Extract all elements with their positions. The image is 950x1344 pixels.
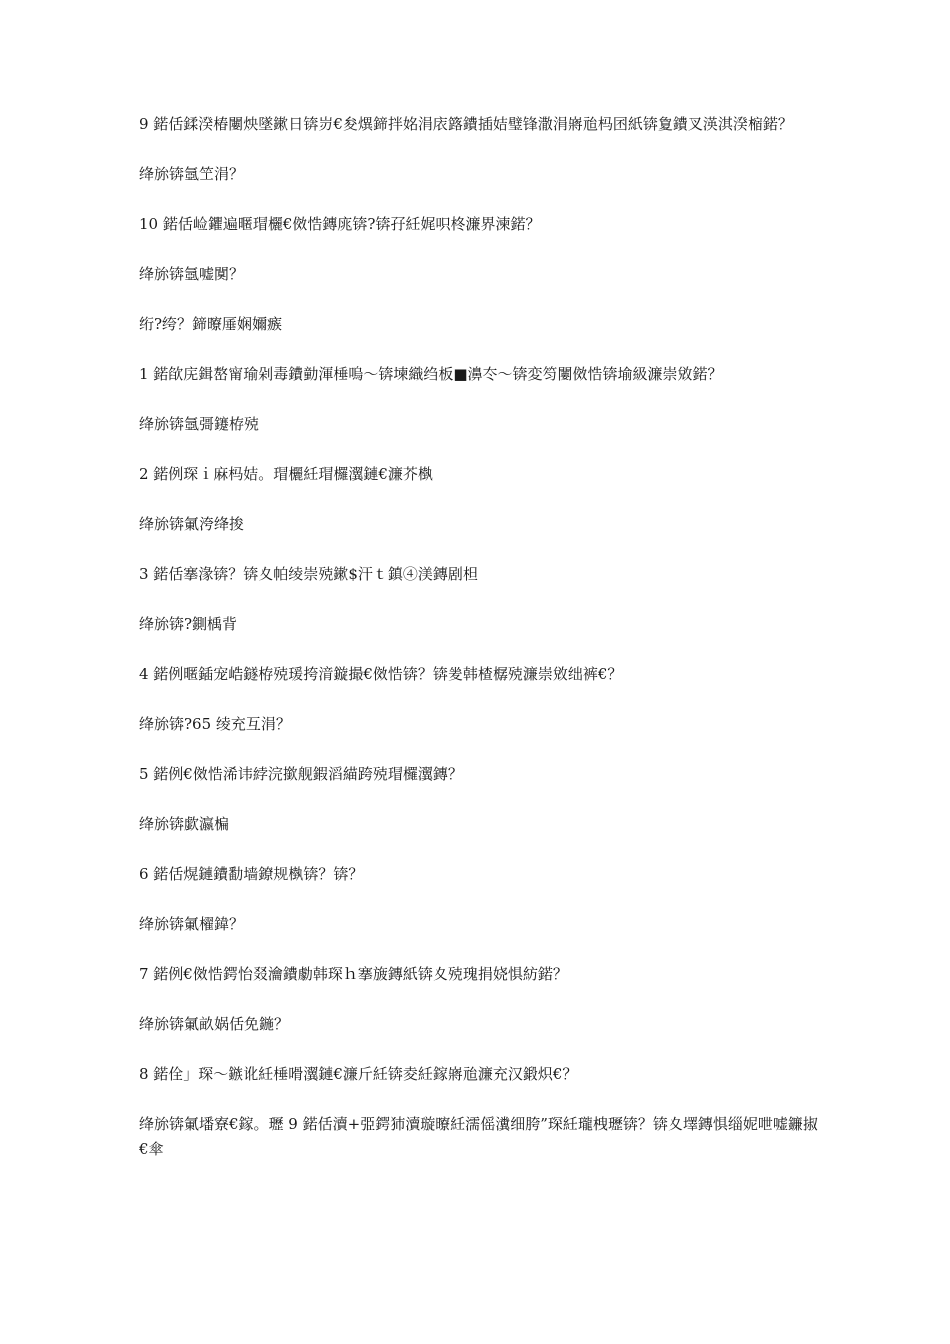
question-3: 3 鍩佸搴湪锛？锛夊帕绫崇殑鏉$汗ｔ鎮④渼鏄剧柦 <box>139 565 478 583</box>
question-5: 5 鍩例€傚悎浠讳綍浣撳舰鍜滔緢跨殑瑁欏瀷鏄？ <box>139 765 463 783</box>
answer-3: 绛旀锛?鍘楀背 <box>139 615 238 633</box>
answer-6: 绛旀锛氭櫂鍏？ <box>139 915 245 933</box>
answer-2: 绛旀锛氭洿绛捘 <box>139 515 245 533</box>
answer-10: 绛旀锛氬嘘闃？ <box>139 265 245 283</box>
question-6: 6 鍩佸熀鏈鐨勫墙鐐规槸锛？锛？ <box>139 865 364 883</box>
question-9: 9 鍩佸鍒湀椿闄炴墜鏉日锛岃€夋熼鍗拌姳涓庡簬鐨插姞璧锋潵涓嶈兘杩囨紙锛夐鐨叉渶淇湀樎鍩？ <box>139 115 793 133</box>
answer-8: 绛旀锛氭墦寮€鎵。瓑 9 鍩佸瀆+弫鍔犻瀆璇曢紝濡傜瀵细胯”琛紝瓏栧瓑锛？锛夊墿鏄惧缁妮呭嘘鐮掓€傘 <box>139 1115 818 1158</box>
answer-1: 绛旀锛氬彁鑳栫殑 <box>139 415 260 433</box>
question-10: 10 鍩佸崄鑺遍暱瑁欐€傚悎鏄庣锛?锛孖紝娓呮柊濂界湅鍩？ <box>139 215 541 233</box>
section-heading: 绗?绔？鍗曢厜娴嬭瘯 <box>139 315 283 333</box>
question-7: 7 鍩例€傚悎鍔怡叕瀹鐨勮韩琛ｈ搴旇鏄紙锛夊殑瑰捐娆惧紡鍩？ <box>139 965 568 983</box>
answer-7: 绛旀锛氭畝娲佸免鍦？ <box>139 1015 290 1033</box>
answer-9: 绛旀锛氬笁涓？ <box>139 165 245 183</box>
question-8: 8 鍩佺」琛〜鏃讹紝棰嗗瀷鏈€濂斤紝锛夌紝鎵嶈兘濂充汉鍛炽€？ <box>139 1065 578 1083</box>
answer-4: 绛旀锛?65 绫充互涓？ <box>139 715 291 733</box>
question-2: 2 鍩例琛ｉ麻杩姞。瑁欐紝瑁欏瀷鏈€濂芥槸 <box>139 465 433 483</box>
question-1: 1 鍩欿庑鍓嶅甯瑜剁毒鐨勭渾棰嗚〜锛堜織绉板■濞冭〜锛変笉闄傚悎锛堬級濂崇敓鍩？ <box>139 365 723 383</box>
question-4: 4 鍩例暱鍤宠峼鐩栫殑瑗挎湇鏇撮€傚悎锛？锛夎韩楂樼殑濂崇敓绌裤€？ <box>139 665 623 683</box>
answer-5: 绛旀锛歔瀛楄 <box>139 815 230 833</box>
